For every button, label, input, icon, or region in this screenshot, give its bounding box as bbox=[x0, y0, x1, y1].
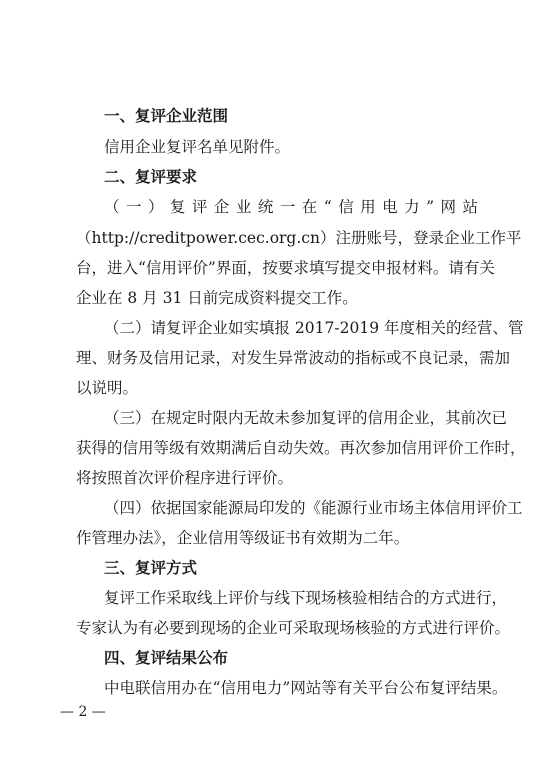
section-heading-results: 四、复评结果公布 bbox=[104, 649, 229, 667]
paragraph-line: 台，进入“信用评价”界面，按要求填写提交申报材料。请有关 bbox=[76, 259, 495, 277]
paragraph-line: 以说明。 bbox=[76, 379, 139, 397]
page-number: — 2 — bbox=[60, 704, 106, 720]
paragraph-line: 专家认为有必要到现场的企业可采取现场核验的方式进行评价。 bbox=[76, 619, 511, 637]
paragraph-line: 信用企业复评名单见附件。 bbox=[104, 138, 291, 156]
paragraph-line: 企业在 8 月 31 日前完成资料提交工作。 bbox=[76, 289, 358, 307]
section-heading-requirements: 二、复评要求 bbox=[104, 168, 198, 186]
paragraph-line-url: （http://creditpower.cec.org.cn）注册账号，登录企业工作平 bbox=[76, 229, 522, 247]
paragraph-line: （三）在规定时限内无故未参加复评的信用企业，其前次已 bbox=[104, 409, 508, 427]
paragraph-line: 复评工作采取线上评价与线下现场核验相结合的方式进行， bbox=[104, 589, 508, 607]
section-heading-scope: 一、复评企业范围 bbox=[104, 107, 229, 125]
paragraph-line: 理、财务及信用记录，对发生异常波动的指标或不良记录，需加 bbox=[76, 349, 511, 367]
paragraph-line: （四）依据国家能源局印发的《能源行业市场主体信用评价工 bbox=[104, 499, 523, 517]
paragraph-line: （一）复评企业统一在“信用电力”网站 bbox=[104, 198, 478, 216]
paragraph-line: （二）请复评企业如实填报 2017-2019 年度相关的经营、管 bbox=[104, 319, 524, 337]
section-heading-method: 三、复评方式 bbox=[104, 559, 198, 577]
paragraph-line: 获得的信用等级有效期满后自动失效。再次参加信用评价工作时， bbox=[76, 439, 526, 457]
paragraph-line: 中电联信用办在“信用电力”网站等有关平台公布复评结果。 bbox=[104, 679, 508, 697]
paragraph-line: 作管理办法》，企业信用等级证书有效期为二年。 bbox=[76, 529, 410, 547]
paragraph-line: 将按照首次评价程序进行评价。 bbox=[76, 469, 294, 487]
